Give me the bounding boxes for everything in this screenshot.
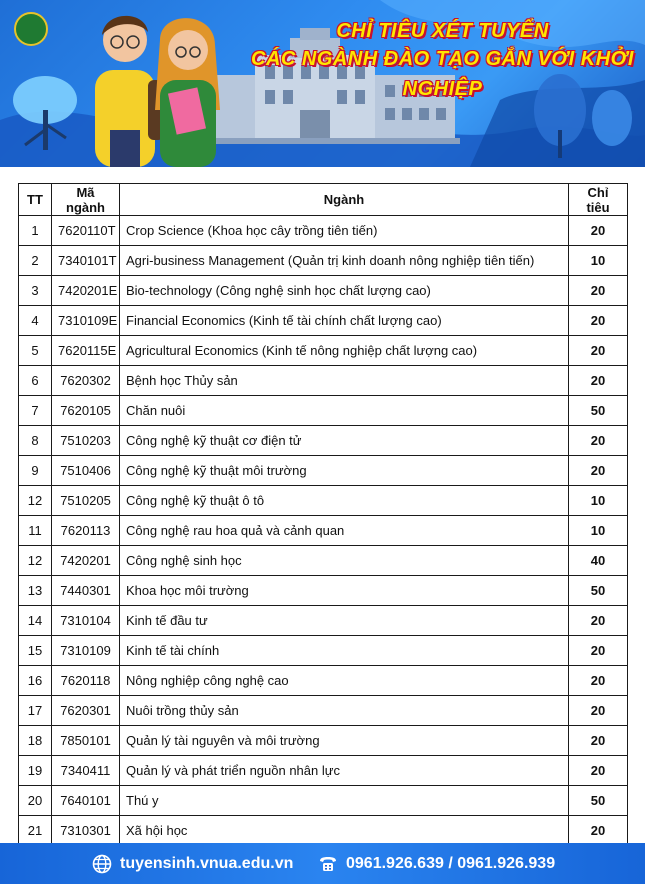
cell-code: 7310301 xyxy=(52,816,120,846)
cell-tt: 12 xyxy=(19,486,52,516)
cell-major: Kinh tế tài chính xyxy=(120,636,569,666)
cell-quota: 20 xyxy=(569,426,628,456)
table-row xyxy=(19,216,628,246)
cell-major: Financial Economics (Kinh tế tài chính chất lượng cao) xyxy=(120,306,569,336)
cell-quota: 20 xyxy=(569,366,628,396)
cell-quota: 20 xyxy=(569,816,628,846)
cell-major: Bio-technology (Công nghệ sinh học chất lượng cao) xyxy=(120,276,569,306)
website-text: tuyensinh.vnua.edu.vn xyxy=(120,855,294,872)
cell-code: 7850101 xyxy=(52,726,120,756)
title-line-2: CÁC NGÀNH ĐÀO TẠO GẮN VỚI KHỞI NGHIỆP xyxy=(251,48,634,100)
cell-quota: 20 xyxy=(569,306,628,336)
table-row xyxy=(19,816,628,846)
cell-major: Quản lý tài nguyên và môi trường xyxy=(120,726,569,756)
cell-quota: 20 xyxy=(569,666,628,696)
cell-major: Agri-business Management (Quản trị kinh doanh nông nghiệp tiên tiến) xyxy=(120,246,569,276)
cell-quota: 40 xyxy=(569,546,628,576)
col-header-major: Ngành xyxy=(120,184,569,216)
table-row xyxy=(19,576,628,606)
cell-tt: 7 xyxy=(19,396,52,426)
cell-tt: 14 xyxy=(19,606,52,636)
col-header-quota: Chỉ tiêu xyxy=(569,184,628,216)
cell-quota: 10 xyxy=(569,516,628,546)
cell-quota: 20 xyxy=(569,456,628,486)
cell-quota: 20 xyxy=(569,216,628,246)
cell-code: 7620113 xyxy=(52,516,120,546)
cell-quota: 20 xyxy=(569,606,628,636)
cell-quota: 20 xyxy=(569,276,628,306)
cell-quota: 10 xyxy=(569,486,628,516)
cell-tt: 3 xyxy=(19,276,52,306)
cell-major: Thú y xyxy=(120,786,569,816)
cell-tt: 13 xyxy=(19,576,52,606)
table-row xyxy=(19,636,628,666)
cell-quota: 20 xyxy=(569,756,628,786)
cell-code: 7420201E xyxy=(52,276,120,306)
cell-quota: 20 xyxy=(569,336,628,366)
cell-code: 7340411 xyxy=(52,756,120,786)
cell-tt: 21 xyxy=(19,816,52,846)
cell-major: Công nghệ kỹ thuật môi trường xyxy=(120,456,569,486)
footer-bar xyxy=(0,843,645,884)
cell-major: Công nghệ kỹ thuật ô tô xyxy=(120,486,569,516)
cell-code: 7620105 xyxy=(52,396,120,426)
cell-code: 7620302 xyxy=(52,366,120,396)
cell-major: Công nghệ rau hoa quả và cảnh quan xyxy=(120,516,569,546)
cell-major: Công nghệ kỹ thuật cơ điện tử xyxy=(120,426,569,456)
cell-quota: 20 xyxy=(569,726,628,756)
cell-major: Khoa học môi trường xyxy=(120,576,569,606)
cell-tt: 1 xyxy=(19,216,52,246)
cell-major: Crop Science (Khoa học cây trồng tiên tiến) xyxy=(120,216,569,246)
cell-code: 7340101T xyxy=(52,246,120,276)
cell-code: 7510203 xyxy=(52,426,120,456)
table-row xyxy=(19,246,628,276)
cell-tt: 17 xyxy=(19,696,52,726)
table-row xyxy=(19,486,628,516)
cell-code: 7420201 xyxy=(52,546,120,576)
quota-table-container xyxy=(18,183,627,846)
cell-tt: 11 xyxy=(19,516,52,546)
cell-major: Quản lý và phát triển nguồn nhân lực xyxy=(120,756,569,786)
table-row xyxy=(19,276,628,306)
cell-major: Nuôi trồng thủy sản xyxy=(120,696,569,726)
cell-tt: 20 xyxy=(19,786,52,816)
cell-tt: 12 xyxy=(19,546,52,576)
cell-code: 7510205 xyxy=(52,486,120,516)
cell-quota: 50 xyxy=(569,576,628,606)
cell-tt: 6 xyxy=(19,366,52,396)
cell-tt: 15 xyxy=(19,636,52,666)
table-row xyxy=(19,756,628,786)
cell-code: 7310109E xyxy=(52,306,120,336)
cell-tt: 18 xyxy=(19,726,52,756)
cell-major: Nông nghiệp công nghệ cao xyxy=(120,666,569,696)
cell-tt: 4 xyxy=(19,306,52,336)
cell-code: 7310104 xyxy=(52,606,120,636)
phone-icon xyxy=(318,854,338,874)
page-title xyxy=(250,18,635,104)
table-row xyxy=(19,456,628,486)
cell-code: 7620110T xyxy=(52,216,120,246)
cell-major: Công nghệ sinh học xyxy=(120,546,569,576)
cell-major: Agricultural Economics (Kinh tế nông nghiệp chất lượng cao) xyxy=(120,336,569,366)
table-row xyxy=(19,336,628,366)
col-header-code: Mã ngành xyxy=(52,184,120,216)
cell-tt: 19 xyxy=(19,756,52,786)
table-row xyxy=(19,786,628,816)
table-row xyxy=(19,426,628,456)
header-banner xyxy=(0,0,645,167)
footer-website[interactable] xyxy=(92,854,293,874)
cell-major: Bệnh học Thủy sản xyxy=(120,366,569,396)
table-row xyxy=(19,696,628,726)
cell-code: 7620115E xyxy=(52,336,120,366)
cell-major: Chăn nuôi xyxy=(120,396,569,426)
table-header-row xyxy=(19,184,628,216)
phone-text: 0961.926.639 / 0961.926.939 xyxy=(346,855,556,872)
cell-major: Kinh tế đầu tư xyxy=(120,606,569,636)
cell-major: Xã hội học xyxy=(120,816,569,846)
cell-code: 7310109 xyxy=(52,636,120,666)
cell-quota: 50 xyxy=(569,786,628,816)
cell-quota: 10 xyxy=(569,246,628,276)
table-row xyxy=(19,516,628,546)
cell-tt: 2 xyxy=(19,246,52,276)
cell-quota: 20 xyxy=(569,696,628,726)
table-row xyxy=(19,396,628,426)
quota-table xyxy=(18,183,628,846)
cell-tt: 8 xyxy=(19,426,52,456)
cell-quota: 20 xyxy=(569,636,628,666)
cell-tt: 9 xyxy=(19,456,52,486)
cell-code: 7510406 xyxy=(52,456,120,486)
cell-code: 7620301 xyxy=(52,696,120,726)
cell-tt: 16 xyxy=(19,666,52,696)
globe-icon xyxy=(92,854,112,874)
table-row xyxy=(19,546,628,576)
table-row xyxy=(19,726,628,756)
cell-code: 7640101 xyxy=(52,786,120,816)
table-row xyxy=(19,666,628,696)
cell-code: 7620118 xyxy=(52,666,120,696)
table-row xyxy=(19,366,628,396)
footer-phone[interactable] xyxy=(318,854,555,874)
title-line-1: CHỈ TIÊU XÉT TUYỂN xyxy=(336,20,549,42)
school-logo xyxy=(14,12,48,46)
col-header-tt: TT xyxy=(19,184,52,216)
table-row xyxy=(19,606,628,636)
cell-quota: 50 xyxy=(569,396,628,426)
cell-tt: 5 xyxy=(19,336,52,366)
table-row xyxy=(19,306,628,336)
cell-code: 7440301 xyxy=(52,576,120,606)
